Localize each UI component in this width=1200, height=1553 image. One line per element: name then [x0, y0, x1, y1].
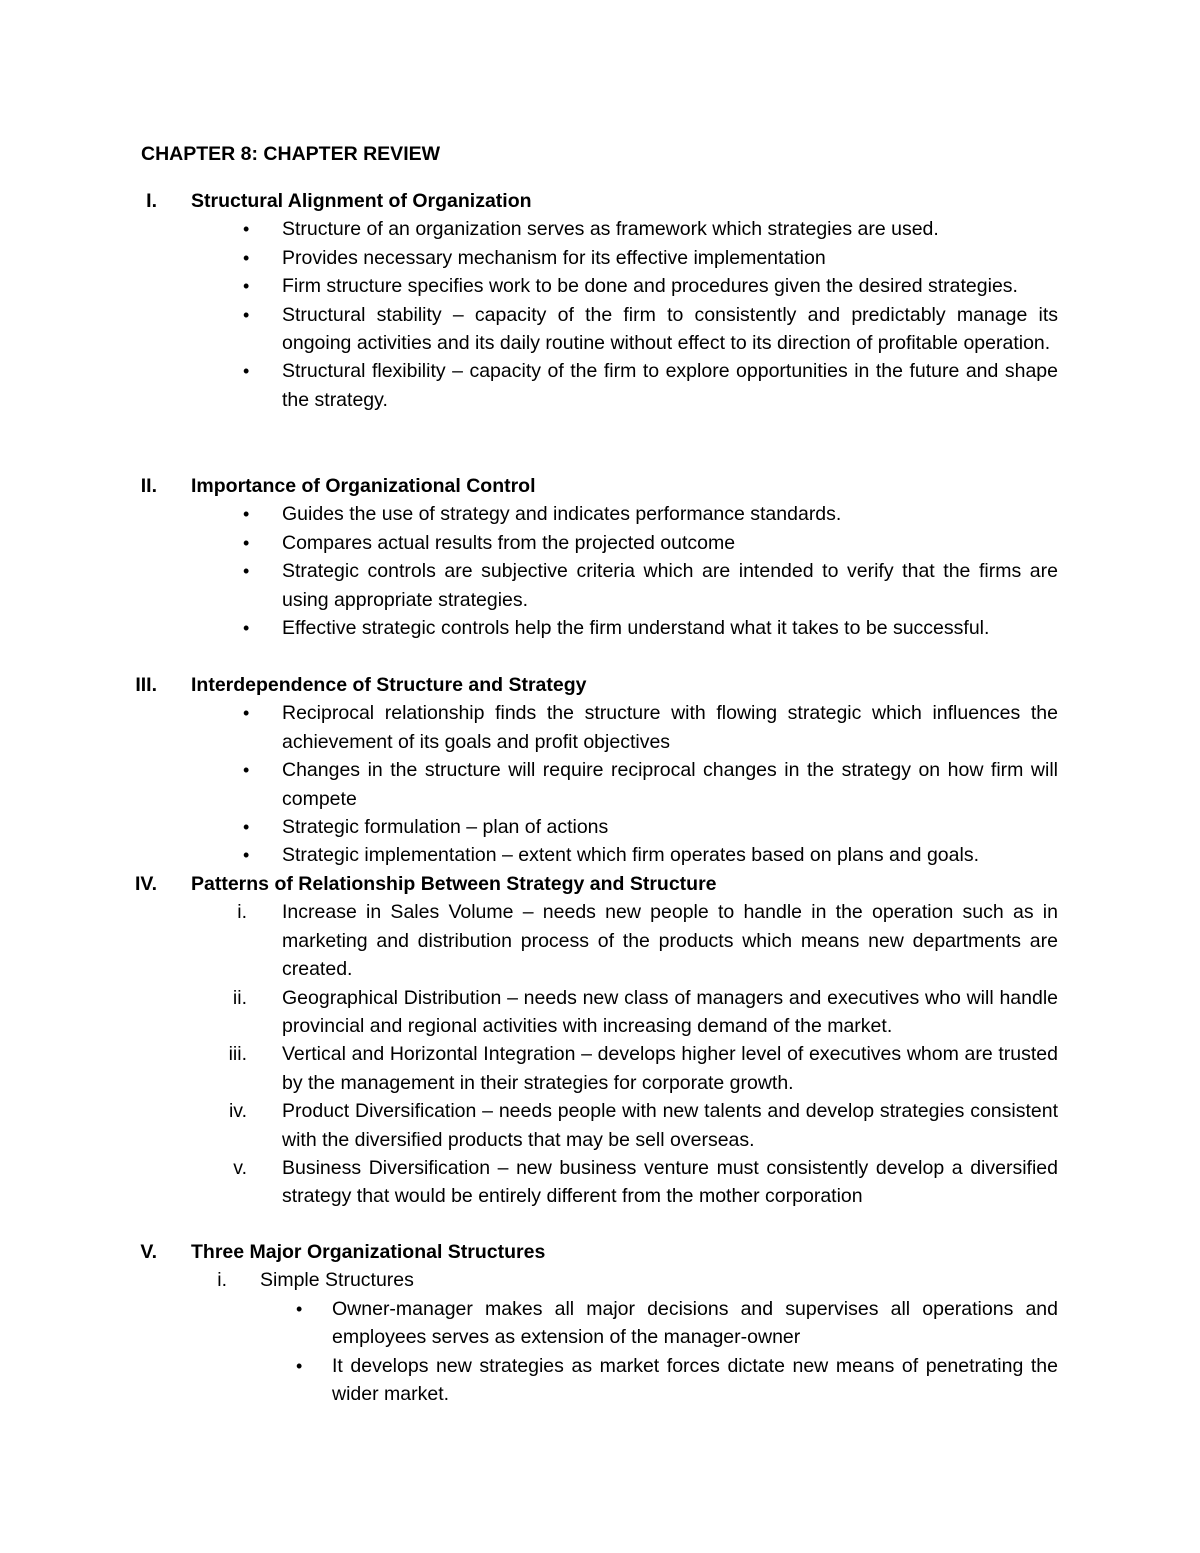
bullet-marker: •: [243, 817, 250, 838]
bullet-marker: •: [296, 1355, 303, 1376]
section-title: Interdependence of Structure and Strategy: [191, 674, 587, 696]
section-4: [0, 870, 1200, 1211]
bullet-marker: •: [243, 304, 250, 325]
list-item-text: Geographical Distribution – needs new class of managers and executives who will handle provincial and regional activities with increasing demand of the market.: [282, 986, 1058, 1038]
section-heading: [0, 472, 1200, 500]
list-item: [0, 1154, 1200, 1211]
list-item: [0, 699, 1200, 756]
section-number: II.: [140, 475, 157, 497]
section-number: IV.: [134, 873, 157, 895]
bullet-list: [0, 1295, 1200, 1409]
list-item: [0, 244, 1200, 272]
bullet-marker: •: [296, 1298, 303, 1319]
section-title: Three Major Organizational Structures: [191, 1241, 546, 1263]
list-item-text: Strategic formulation – plan of actions: [282, 816, 609, 839]
list-item: [0, 215, 1200, 243]
bullet-list: [0, 215, 1200, 414]
list-item-text: Structural stability – capacity of the firm to consistently and predictably manage its ongoing activities and its daily routine without effect to its direction of profitable operation.: [282, 303, 1058, 355]
section-title: Patterns of Relationship Between Strategy and Structure: [191, 873, 717, 895]
bullet-marker: •: [243, 760, 250, 781]
bullet-marker: •: [243, 219, 250, 240]
list-item-text: Increase in Sales Volume – needs new people to handle in the operation such as in marketing and distribution process of the products which means new departments are created.: [282, 901, 1058, 981]
list-item-text: Compares actual results from the projected outcome: [282, 531, 736, 554]
roman-marker: i.: [237, 901, 247, 924]
list-item-text: Effective strategic controls help the firm understand what it takes to be successful.: [282, 617, 990, 640]
list-item: [0, 301, 1200, 358]
bullet-list: [0, 699, 1200, 869]
list-item: [0, 557, 1200, 614]
list-item: [0, 1352, 1200, 1409]
list-item: [0, 984, 1200, 1041]
roman-marker: iv.: [228, 1100, 247, 1123]
list-item: [0, 1295, 1200, 1352]
section-1: [0, 187, 1200, 414]
list-item: [0, 756, 1200, 813]
bullet-marker: •: [243, 361, 250, 382]
list-item-text: Structural flexibility – capacity of the firm to explore opportunities in the future and shape the strategy.: [282, 360, 1058, 411]
subsection-number: i.: [217, 1269, 227, 1292]
bullet-marker: •: [243, 276, 250, 297]
list-item: [0, 841, 1200, 869]
list-item-text: Owner-manager makes all major decisions and supervises all operations and employees serves as extension of the manager-owner: [332, 1297, 1058, 1349]
list-item: [0, 614, 1200, 642]
list-item: [0, 500, 1200, 528]
bullet-marker: •: [243, 532, 250, 553]
list-item-text: Strategic implementation – extent which firm operates based on plans and goals.: [282, 844, 979, 867]
bullet-marker: •: [243, 845, 250, 866]
list-item-text: Vertical and Horizontal Integration – develops higher level of executives whom are trusted by the management in their strategies for corporate growth.: [282, 1043, 1058, 1094]
section-heading: [0, 1238, 1200, 1266]
list-item-text: Business Diversification – new business venture must consistently develop a diversified strategy that would be entirely different from the mother corporation: [282, 1157, 1058, 1208]
list-item: [0, 272, 1200, 300]
roman-marker: v.: [233, 1157, 247, 1180]
subsection-heading: [0, 1266, 1200, 1294]
list-item: [0, 1097, 1200, 1154]
bullet-marker: •: [243, 247, 250, 268]
list-item-text: Product Diversification – needs people with new talents and develop strategies consistent with the diversified products that may be sell overseas.: [282, 1100, 1058, 1151]
section-2: [0, 472, 1200, 642]
roman-marker: ii.: [232, 986, 247, 1009]
list-item-text: Structure of an organization serves as framework which strategies are used.: [282, 218, 939, 241]
list-item: [0, 1040, 1200, 1097]
section-title: Structural Alignment of Organization: [191, 190, 532, 212]
section-3: [0, 671, 1200, 870]
list-item: [0, 529, 1200, 557]
list-item-text: Changes in the structure will require reciprocal changes in the strategy on how firm will compete: [282, 759, 1058, 810]
section-number: I.: [146, 190, 157, 212]
roman-list: [0, 898, 1200, 1210]
list-item: [0, 813, 1200, 841]
section-title: Importance of Organizational Control: [191, 475, 536, 497]
section-heading: [0, 187, 1200, 215]
bullet-marker: •: [243, 561, 250, 582]
section-5: [0, 1238, 1200, 1408]
page-title: CHAPTER 8: CHAPTER REVIEW: [141, 143, 441, 165]
list-item: [0, 357, 1200, 414]
bullet-list: [0, 500, 1200, 642]
list-item-text: Firm structure specifies work to be done and procedures given the desired strategies.: [282, 275, 1018, 298]
section-number: III.: [135, 674, 157, 696]
bullet-marker: •: [243, 504, 250, 525]
list-item-text: Reciprocal relationship finds the structure with flowing strategic which influences the achievement of its goals and profit objectives: [282, 702, 1058, 753]
section-number: V.: [140, 1241, 157, 1263]
list-item-text: It develops new strategies as market forces dictate new means of penetrating the wider market.: [332, 1354, 1058, 1405]
list-item: [0, 898, 1200, 983]
subsection-title: Simple Structures: [260, 1269, 414, 1292]
section-heading: [0, 671, 1200, 699]
bullet-marker: •: [243, 618, 250, 639]
bullet-marker: •: [243, 703, 250, 724]
list-item-text: Guides the use of strategy and indicates performance standards.: [282, 503, 842, 526]
section-heading: [0, 870, 1200, 898]
list-item-text: Provides necessary mechanism for its effective implementation: [282, 246, 826, 269]
roman-marker: iii.: [228, 1043, 247, 1066]
list-item-text: Strategic controls are subjective criteria which are intended to verify that the firms are using appropriate strategies.: [282, 560, 1058, 611]
